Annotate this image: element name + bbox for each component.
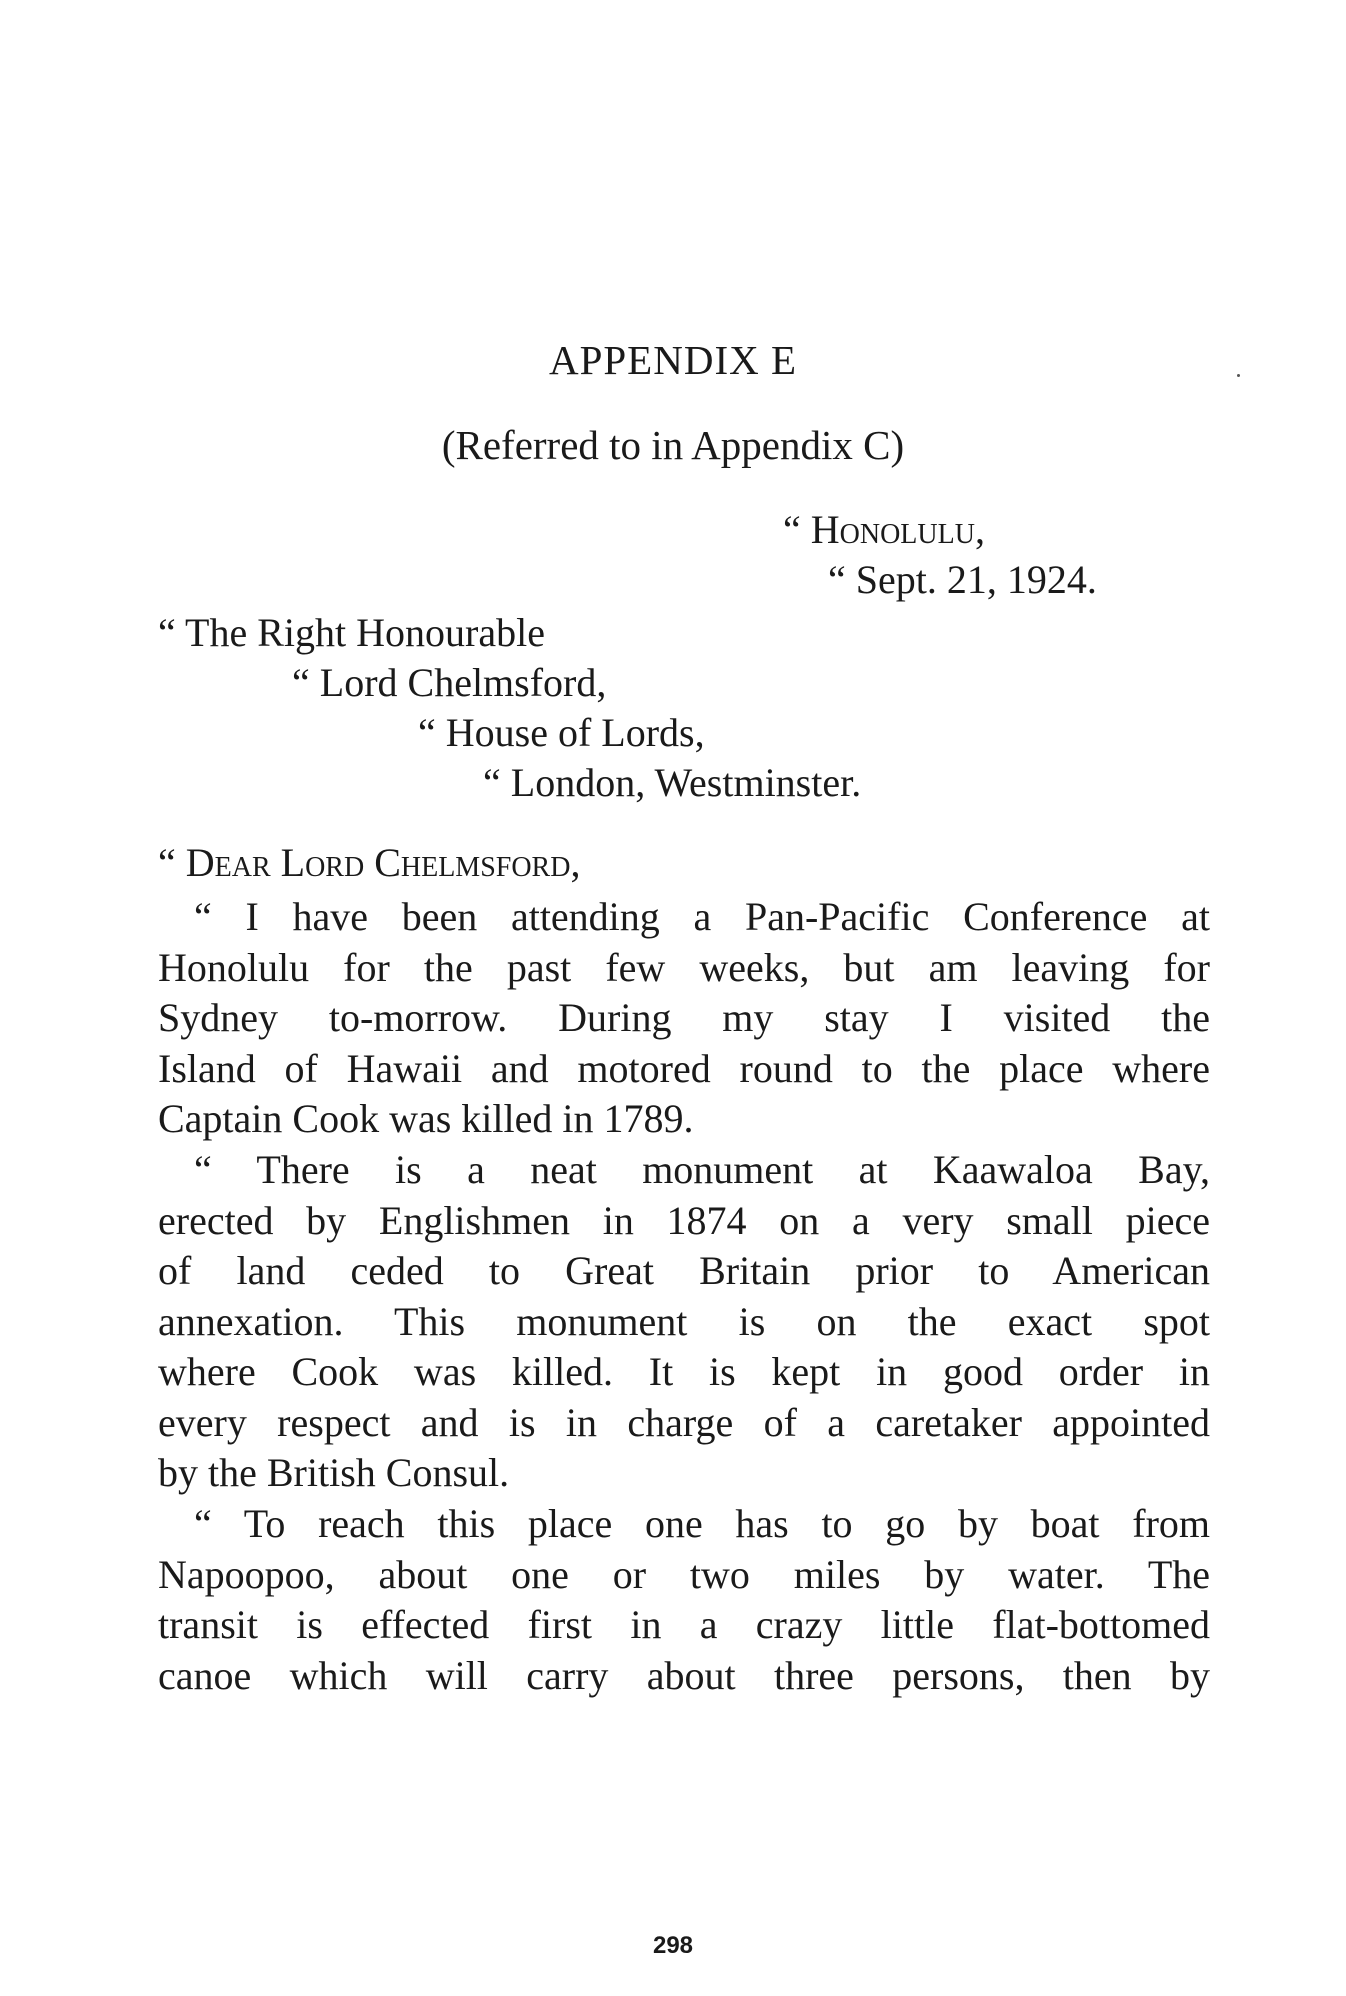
dateline-place-text: “ Honolulu, [783,507,985,552]
paragraph-line: “ There is a neat monument at Kaawaloa Bay, [194,1147,1210,1192]
paragraph-line: Island of Hawaii and motored round to the place where [158,1045,1210,1091]
paragraph-3 [158,1499,1210,1701]
paragraph-1 [158,892,1210,1145]
appendix-title: APPENDIX E [548,337,798,383]
paragraph-line: “ I have been attending a Pan-Pacific Conference at [194,894,1210,939]
dateline-place [783,505,985,555]
salutation-text: “ Dear Lord Chelmsford, [158,840,581,885]
paragraph-line: annexation. This monument is on the exact spot [158,1298,1210,1344]
paragraph-line: Sydney to-morrow. During my stay I visited the [158,995,1210,1040]
paragraph-line: “ To reach this place one has to go by boat from [194,1501,1210,1546]
salutation [158,838,580,888]
paragraph-line: Captain Cook was killed in 1789. [158,1096,694,1141]
paragraph-line: where Cook was killed. It is kept in good order in [158,1349,1210,1394]
address-line-1: “ The Right Honourable [158,610,545,655]
page-number: 298 [652,1932,694,1959]
paragraph-line: canoe which will carry about three persons, then by [158,1652,1210,1698]
paragraph-line: every respect and is in charge of a caretaker appointed [158,1399,1210,1445]
paragraph-line: erected by Englishmen in 1874 on a very small piece [158,1197,1210,1243]
paragraph-line: transit is effected first in a crazy little flat-bottomed [158,1602,1210,1647]
paragraph-2 [158,1145,1210,1499]
address-line-2: “ Lord Chelmsford, [292,660,607,705]
print-speck [1237,374,1240,377]
paragraph-line: Honolulu for the past few weeks, but am leaving for [158,944,1210,990]
address-line-4: “ London, Westminster. [483,760,862,805]
dateline-date: “ Sept. 21, 1924. [828,557,1097,602]
address-line-3: “ House of Lords, [418,710,705,755]
appendix-subtitle: (Referred to in Appendix C) [441,422,905,468]
paragraph-line: of land ceded to Great Britain prior to American [158,1248,1210,1293]
paragraph-line: by the British Consul. [158,1450,510,1495]
paragraph-line: Napoopoo, about one or two miles by water. The [158,1551,1210,1597]
